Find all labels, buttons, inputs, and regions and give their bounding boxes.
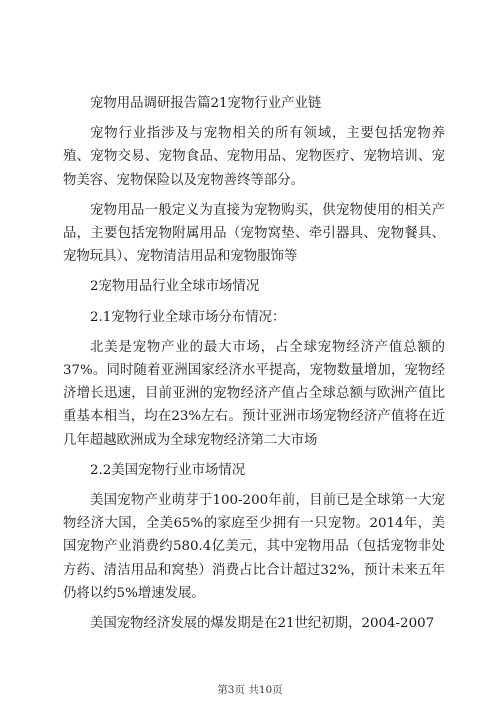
document-body <box>63 92 445 635</box>
section-2-1-body: 北美是宠物产业的最大市场，占全球宠物经济产值总额的37%。同时随着亚洲国家经济水平提高，宠物数量增加，宠物经济增长迅速，目前亚洲的宠物经济产值占全球总额与欧洲产值比重基本相当，均在23%左右。预计亚洲市场宠物经济产值将在近几年超越欧洲成为全球宠物经济第二大市场 <box>63 339 445 448</box>
report-title-line: 宠物用品调研报告篇21宠物行业产业链 <box>90 96 322 111</box>
section-2-1-heading: 2.1宠物行业全球市场分布情况： <box>90 309 286 325</box>
section-2-2-body-continued: 美国宠物经济发展的爆发期是在21世纪初期，2004-2007 <box>90 616 435 632</box>
section-2-2-body: 美国宠物产业萌芽于100-200年前，目前已是全球第一大宠物经济大国，全美65%的家庭至少拥有一只宠物。2014年，美国宠物产业消费约580.4亿美元，其中宠物用品（包括宠物非处方药、清洁用品和窝垫）消费占比合计超过32%，预计未来五年仍将以约5%增速发展。 <box>63 493 445 601</box>
paragraph-pet-industry: 宠物行业指涉及与宠物相关的所有领域，主要包括宠物养殖、宠物交易、宠物食品、宠物用品、宠物医疗、宠物培训、宠物美容、宠物保险以及宠物善终等部分。 <box>63 126 445 188</box>
paragraph-pet-supplies: 宠物用品一般定义为直接为宠物购买，供宠物使用的相关产品，主要包括宠物附属用品（宠物窝垫、牵引器具、宠物餐具、宠物玩具）、宠物清洁用品和宠物服饰等 <box>63 202 445 265</box>
section-2-heading: 2宠物用品行业全球市场情况 <box>90 279 260 295</box>
page-footer: 第3页 共10页 <box>217 684 283 696</box>
section-2-2-heading: 2.2美国宠物行业市场情况 <box>90 462 246 478</box>
